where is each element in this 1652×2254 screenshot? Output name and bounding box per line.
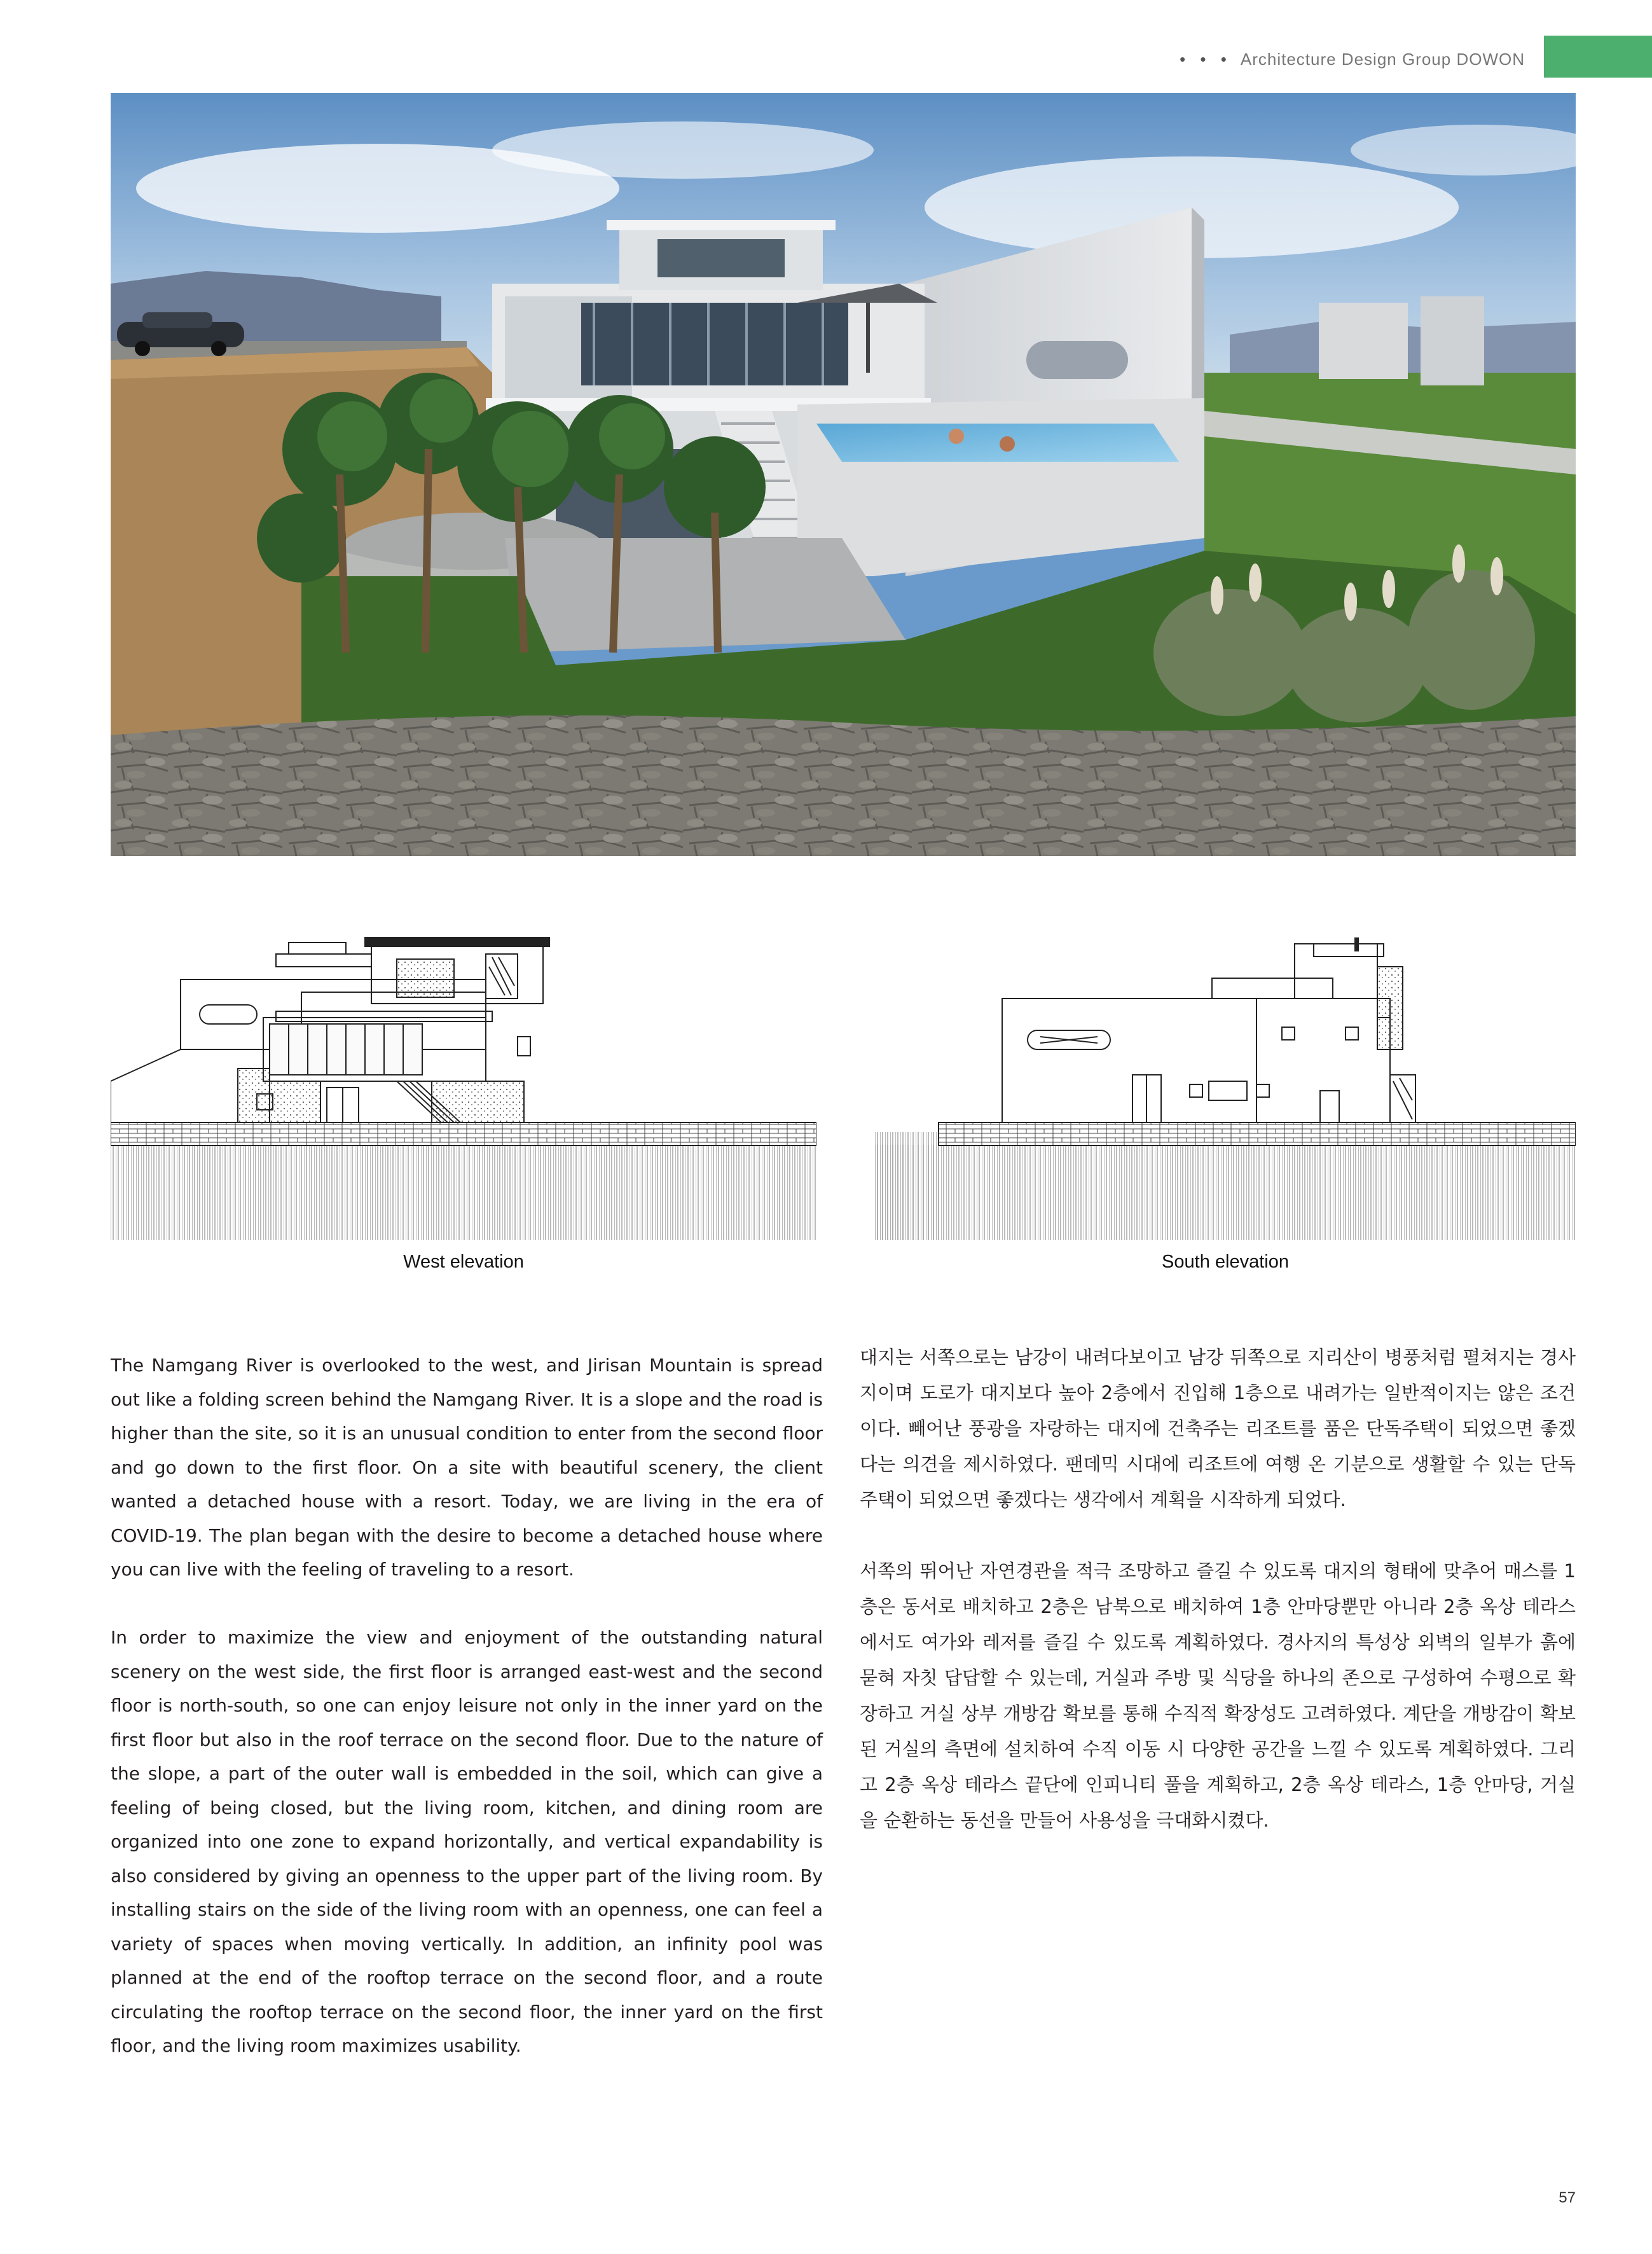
south-elevation-drawing [875,929,1576,1240]
south-elevation-caption: South elevation [1162,1252,1289,1272]
running-header [1180,50,1525,69]
south-elevation-svg [875,929,1576,1240]
body-text-korean [860,1339,1576,1874]
accent-tab [1544,36,1652,78]
house-rendering [111,93,1576,856]
body-paragraph-en: The Namgang River is overlooked to the west, and Jirisan Mountain is spread out like a folding screen behind the Namgang River. It is a slope and the road is higher than the site, so it is an unusual condition to enter from the second floor and go down to the first floor. On a site with beautiful scenery, the client wanted a detached house with a resort. Today, we are living in the era of COVID-19. The plan began with the desire to become a detached house where you can live with the feeling of traveling to a resort. [111,1355,823,1580]
west-elevation-drawing [111,929,816,1240]
header-dots: • • • [1180,50,1232,69]
west-elevation-caption: West elevation [403,1252,524,1272]
page-number: 57 [1559,2189,1576,2206]
body-paragraph-ko: 대지는 서쪽으로는 남강이 내려다보이고 남강 뒤쪽으로 지리산이 병풍처럼 펼쳐지는 경사지이며 도로가 대지보다 높아 2층에서 진입해 1층으로 내려가는 일반적이지는 않은 조건이다. 빼어난 풍광을 자랑하는 대지에 건축주는 리조트를 품은 단독주택이 되었으면 좋겠다는 의견을 제시하였다. 팬데믹 시대에 리조트에 여행 온 기분으로 생활할 수 있는 단독주택이 되었으면 좋겠다는 생각에서 계획을 시작하게 되었다. [860,1346,1576,1511]
rendering-illustration [111,93,1576,856]
header-title: Architecture Design Group DOWON [1240,50,1525,69]
body-text-english [111,1348,823,2097]
body-paragraph-en: In order to maximize the view and enjoyment of the outstanding natural scenery on the west side, the first floor is arranged east-west and the second floor is north-south, so one can enjoy leisure not only in the inner yard on the first floor but also in the roof terrace on the second floor. Due to the nature of the slope, a part of the outer wall is embedded in the soil, which can give a feeling of being closed, but the living room, kitchen, and dining room are organized into one zone to expand horizontally, and vertical expandability is also considered by giving an openness to the upper part of the living room. By installing stairs on the side of the living room with an openness, one can feel a variety of spaces when moving vertically. In addition, an infinity pool was planned at the end of the rooftop terrace on the second floor, and a route circulating the rooftop terrace on the second floor, the inner yard on the first floor, and the living room maximizes usability. [111,1627,823,2056]
body-paragraph-ko: 서쪽의 뛰어난 자연경관을 적극 조망하고 즐길 수 있도록 대지의 형태에 맞추어 매스를 1층은 동서로 배치하고 2층은 남북으로 배치하여 1층 안마당뿐만 아니라 2층 옥상 테라스에서도 여가와 레저를 즐길 수 있도록 계획하였다. 경사지의 특성상 외벽의 일부가 흙에 묻혀 자칫 답답할 수 있는데, 거실과 주방 및 식당을 하나의 존으로 구성하여 수평으로 확장하고 거실 상부 개방감 확보를 통해 수직적 확장성도 고려하였다. 계단을 개방감이 확보된 거실의 측면에 설치하여 수직 이동 시 다양한 공간을 느낄 수 있도록 계획하였다. 그리고 2층 옥상 테라스 끝단에 인피니티 풀을 계획하고, 2층 옥상 테라스, 1층 안마당, 거실을 순환하는 동선을 만들어 사용성을 극대화시켰다. [860,1560,1576,1831]
west-elevation-svg [111,929,816,1240]
